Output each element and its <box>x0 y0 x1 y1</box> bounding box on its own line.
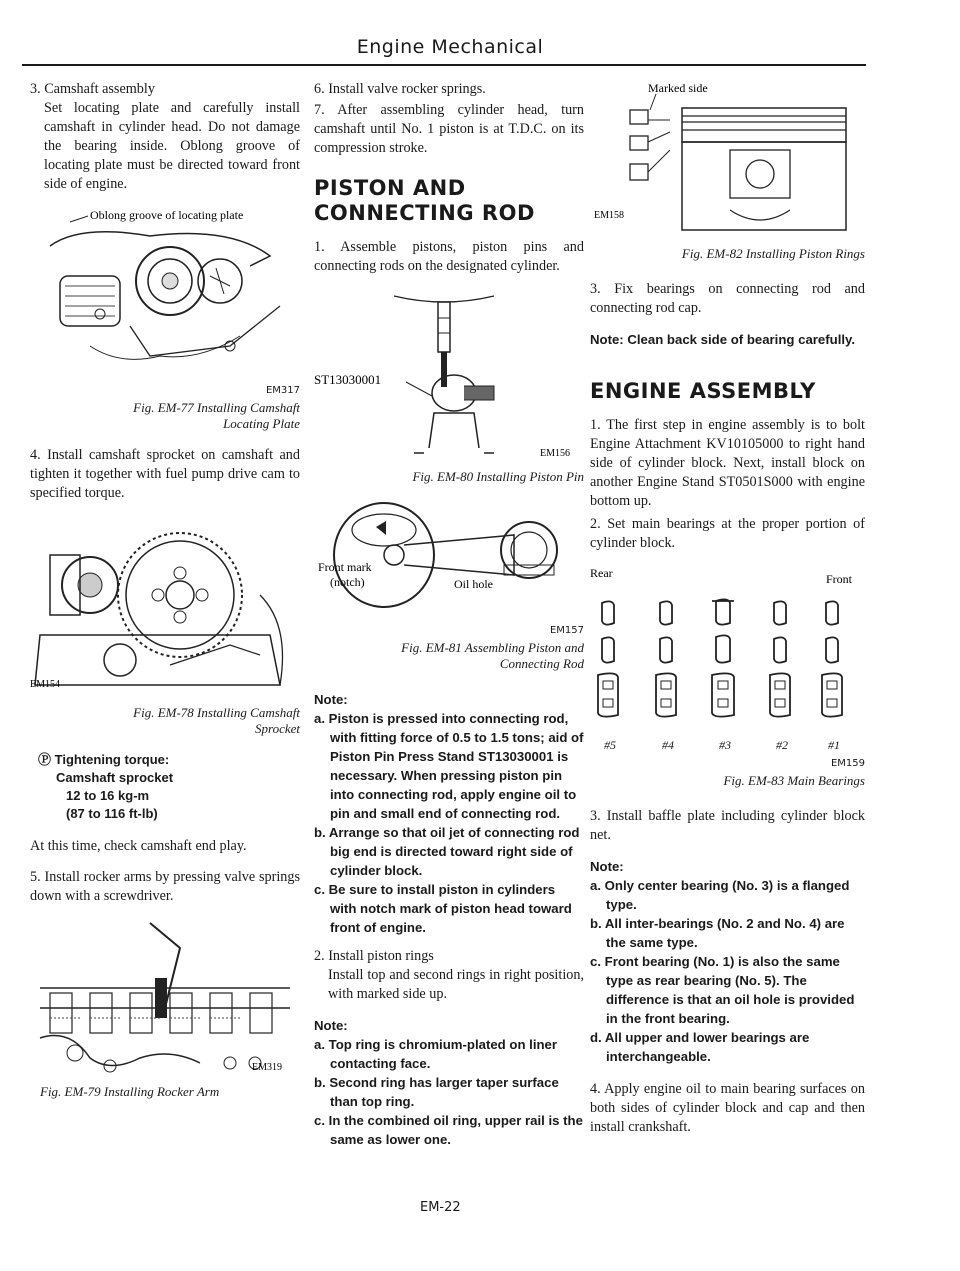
clean-bearing-note: Note: Clean back side of bearing carefully. <box>590 332 856 347</box>
fig78-caption-a: Fig. EM-78 Installing Camshaft <box>133 705 300 720</box>
figure-em77 <box>30 206 300 432</box>
engine-step-2: 2. Set main bearings at the proper portion of cylinder block. <box>590 516 865 551</box>
step-5: 5. Install rocker arms by pressing valve springs down with a screwdriver. <box>30 869 300 904</box>
note-item: a. Piston is pressed into connecting rod, with fitting force of 0.5 to 1.5 tons; aid of Piston Pin Press Stand ST13030001 is necessary. When pressing piston pin into connecting rod, apply engine oil to pin and small end of connecting rod. <box>314 711 584 821</box>
fig81-caption-b: Connecting Rod <box>499 656 584 671</box>
torque-value-metric: 12 to 16 kg-m <box>66 788 150 803</box>
fig83-bearing-labels <box>590 736 865 754</box>
column-3 <box>590 80 865 1149</box>
fig83-code: EM159 <box>830 758 865 769</box>
note-item: b. Second ring has larger taper surface than top ring. <box>314 1075 559 1109</box>
fig79-caption: Fig. EM-79 Installing Rocker Arm <box>40 1084 220 1099</box>
note-item: a. Only center bearing (No. 3) is a flanged type. <box>590 878 850 912</box>
fig81-front-mark: Front mark <box>318 560 372 574</box>
engine-step-1: 1. The first step in engine assembly is to bolt Engine Attachment KV10105000 to right hand side of cylinder block. Next, install block on another Engine Stand ST0501S000 with engine bottom up. <box>590 417 865 509</box>
note-item: b. Arrange so that oil jet of connecting rod big end is directed toward right side of cylinder block. <box>314 825 580 878</box>
piston-notes <box>314 709 584 937</box>
fig79-code: EM319 <box>252 1062 282 1073</box>
torque-value-imperial: (87 to 116 ft-lb) <box>66 806 158 821</box>
bearing-label: #4 <box>662 738 674 752</box>
header-rule <box>22 64 866 66</box>
bearing-notes <box>590 876 865 1066</box>
note-item: d. All upper and lower bearings are interchangeable. <box>590 1030 810 1064</box>
fig83-caption: Fig. EM-83 Main Bearings <box>723 773 865 788</box>
torque-item: Camshaft sprocket <box>56 770 174 785</box>
fig83-rear: Rear <box>590 566 613 580</box>
engine-step-3: 3. Fix bearings on connecting rod and connecting rod cap. <box>590 281 865 316</box>
fig82-code: EM158 <box>594 210 624 221</box>
step-7: 7. After assembling cylinder head, turn camshaft until No. 1 piston is at T.D.C. on its compression stroke. <box>314 102 584 156</box>
figure-em82 <box>590 80 865 262</box>
page-header-title: Engine Mechanical <box>356 36 544 58</box>
note-item: a. Top ring is chromium-plated on liner contacting face. <box>314 1037 558 1071</box>
section-title-engine: ENGINE ASSEMBLY <box>590 379 816 403</box>
bearing-label: #3 <box>719 738 731 752</box>
page-number: EM-22 <box>420 1200 461 1215</box>
rocker-arm-illustration <box>30 918 300 1078</box>
torque-icon: Ⓟ <box>38 752 52 767</box>
fig77-caption-b: Locating Plate <box>223 416 300 431</box>
section-title-piston: PISTON AND CONNECTING ROD <box>314 176 535 225</box>
end-play-note: At this time, check camshaft end play. <box>30 838 247 854</box>
main-bearings-illustration <box>590 565 865 730</box>
ring-notes <box>314 1035 584 1149</box>
engine-step-4: 4. Apply engine oil to main bearing surfaces on both sides of cylinder block and cap and then install crankshaft. <box>590 1081 865 1135</box>
camshaft-sprocket-illustration <box>30 515 300 695</box>
fig80-caption: Fig. EM-80 Installing Piston Pin <box>412 469 584 484</box>
fig78-code: EM154 <box>30 679 60 690</box>
figure-em78 <box>30 515 300 737</box>
note-item: b. All inter-bearings (No. 2 and No. 4) are the same type. <box>590 916 845 950</box>
camshaft-locating-plate-illustration <box>30 206 300 381</box>
piston-pin-press-illustration <box>314 288 584 463</box>
note-item: c. Front bearing (No. 1) is also the same type as rear bearing (No. 5). The difference is that an oil hole is provided in the front bearing. <box>590 954 855 1026</box>
figure-em80 <box>314 288 584 485</box>
fig82-caption: Fig. EM-82 Installing Piston Rings <box>681 246 865 261</box>
step-4: 4. Install camshaft sprocket on camshaft and tighten it together with fuel pump drive cam to specified torque. <box>30 447 300 501</box>
torque-title: Tightening torque: <box>54 752 170 767</box>
bearing-label: #1 <box>828 738 840 752</box>
bearing-label: #2 <box>776 738 788 752</box>
bearing-label: #5 <box>604 738 616 752</box>
figure-em81 <box>314 495 584 672</box>
piston-step-2-title: 2. Install piston rings <box>314 948 434 964</box>
fig81-oil-hole: Oil hole <box>454 577 493 591</box>
figure-em79 <box>30 918 300 1100</box>
note2-title: Note: <box>314 1018 348 1033</box>
fig81-code: EM157 <box>549 625 584 636</box>
engine-step-3b: 3. Install baffle plate including cylinder block net. <box>590 808 865 843</box>
fig83-front: Front <box>826 572 853 586</box>
torque-spec <box>30 751 300 823</box>
fig80-code: EM156 <box>540 448 570 459</box>
step-6: 6. Install valve rocker springs. <box>314 81 486 97</box>
fig77-code: EM317 <box>265 385 300 396</box>
note-title: Note: <box>314 692 348 707</box>
note-item: c. Be sure to install piston in cylinders with notch mark of piston head toward front of engine. <box>314 882 572 935</box>
column-2 <box>314 80 584 1159</box>
fig80-tool: ST13030001 <box>314 372 382 387</box>
fig81-notch: (notch) <box>330 575 365 589</box>
piston-step-1: 1. Assemble pistons, piston pins and connecting rods on the designated cylinder. <box>314 239 584 274</box>
notch-arrow-icon <box>376 521 386 535</box>
column-1 <box>30 80 300 1100</box>
piston-connecting-rod-illustration <box>314 495 584 615</box>
note-item: c. In the combined oil ring, upper rail is the same as lower one. <box>314 1113 583 1147</box>
fig77-label: Oblong groove of locating plate <box>90 208 244 222</box>
fig77-caption-a: Fig. EM-77 Installing Camshaft <box>133 400 300 415</box>
figure-em83 <box>590 565 865 789</box>
fig78-caption-b: Sprocket <box>255 721 300 736</box>
step-3-title: 3. Camshaft assembly <box>30 81 155 97</box>
step-3-body: Set locating plate and carefully install camshaft in cylinder head. Do not damage the bearing inside. Oblong groove of locating plate must be directed toward front side of engine. <box>44 100 300 192</box>
note3-title: Note: <box>590 859 624 874</box>
piston-step-2-body: Install top and second rings in right position, with marked side up. <box>328 967 584 1002</box>
fig81-caption-a: Fig. EM-81 Assembling Piston and <box>401 640 584 655</box>
piston-rings-illustration <box>590 80 865 240</box>
fig82-marked-side: Marked side <box>648 81 708 95</box>
